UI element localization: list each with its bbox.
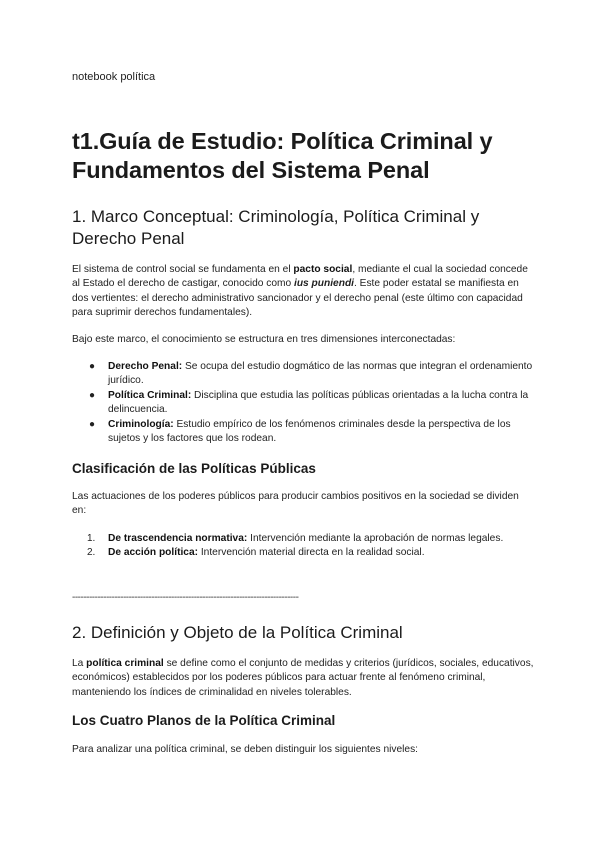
pacto-social-term: pacto social	[293, 264, 353, 275]
bullet-icon: ●	[89, 418, 96, 430]
bullet-icon: ●	[89, 389, 96, 401]
list-item: 2. De acción política: Intervención material directa en la realidad social.	[72, 546, 534, 560]
document-title: t1.Guía de Estudio: Política Criminal y Fundamentos del Sistema Penal	[72, 128, 493, 183]
politica-criminal-term: política criminal	[86, 658, 164, 669]
section-2-paragraph-1: La política criminal se define como el conjunto de medidas y criterios (jurídicos, sociales, educativos, económicos) establecidos por los poderes públicos para actuar frente al fenómeno criminal, manteniendo los índices de criminalidad en niveles tolerables.	[72, 658, 534, 698]
list-item: ● Criminología: Estudio empírico de los fenómenos criminales desde la perspectiva de los sujetos y los factores que los rodean.	[89, 418, 511, 445]
section-2-paragraph-2: Para analizar una política criminal, se deben distinguir los siguientes niveles:	[72, 744, 418, 755]
cuatro-planos-heading: Los Cuatro Planos de la Política Criminal	[72, 713, 336, 728]
section-1-heading: 1. Marco Conceptual: Criminología, Política Criminal y Derecho Penal	[72, 207, 480, 248]
section-1-paragraph-3: Las actuaciones de los poderes públicos para producir cambios positivos en la sociedad se dividen en:	[72, 491, 519, 517]
policies-list	[72, 532, 534, 561]
list-item: 1. De trascendencia normativa: Intervención mediante la aprobación de normas legales.	[72, 532, 534, 546]
list-item: ● Política Criminal: Disciplina que estudia las políticas públicas orientadas a la lucha contra la delincuencia.	[89, 389, 529, 416]
dimensions-list	[72, 360, 534, 446]
section-1-paragraph-1: El sistema de control social se fundamenta en el pacto social, mediante el cual la sociedad concede al Estado el derecho de castigar, conocido como ius puniendi. Este poder estatal se manifiesta en dos vertientes: el derecho administrativo sancionador y el derecho penal (este último con capacidad para suprimir derechos fundamentales).	[72, 264, 528, 319]
list-item: ● Derecho Penal: Se ocupa del estudio dogmático de las normas que integran el ordenamiento jurídico.	[89, 361, 533, 387]
section-divider: --------------------------------------------------------------------------------	[72, 592, 299, 603]
notebook-label: notebook política	[72, 71, 156, 83]
section-2-heading: 2. Definición y Objeto de la Política Criminal	[72, 623, 403, 642]
clasificacion-heading: Clasificación de las Políticas Públicas	[72, 461, 316, 476]
section-1-paragraph-2: Bajo este marco, el conocimiento se estructura en tres dimensiones interconectadas:	[72, 334, 456, 345]
list-number: 2.	[87, 547, 96, 559]
bullet-icon: ●	[89, 361, 96, 372]
list-number: 1.	[87, 533, 96, 544]
ius-puniendi-term: ius puniendi	[294, 278, 354, 290]
